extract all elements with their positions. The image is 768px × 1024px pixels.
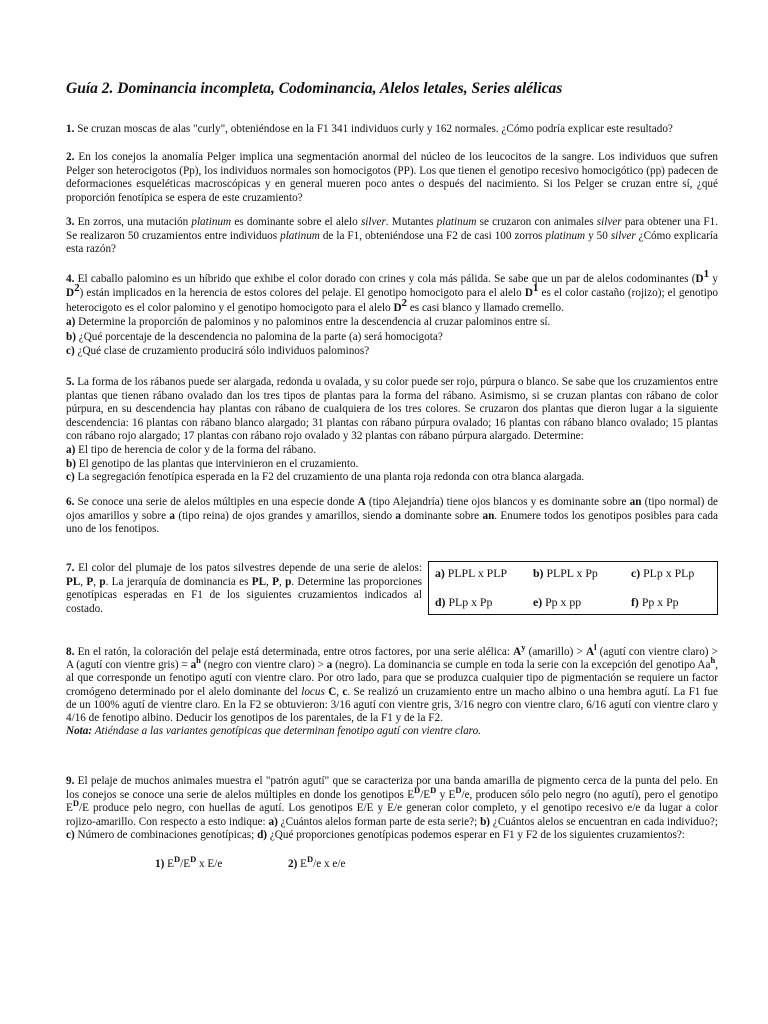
item-text: La segregación fenotípica esperada en la F2 del cruzamiento de una planta roja redonda con otra blanca alargada.	[74, 471, 585, 484]
item-label: b)	[66, 457, 76, 470]
cross-cell	[533, 566, 598, 581]
text-run: se cruzaron con animales	[476, 216, 597, 228]
text-run: . Determine las proporciones genotípicas esperadas en F1 de los siguientes cruzamientos indicados al costado.	[66, 575, 423, 615]
text-run: x E/e	[196, 858, 223, 870]
question-number: 2.	[66, 151, 75, 163]
question-number: 5.	[66, 376, 75, 388]
text-run: ,	[266, 575, 273, 588]
allele-symbol: A	[357, 496, 366, 508]
text-run: y	[709, 273, 718, 285]
question-number: 6.	[66, 496, 75, 508]
superscript: D	[72, 798, 79, 809]
italic-term: platinum	[191, 216, 232, 228]
question-2	[66, 151, 718, 205]
cross-cell	[631, 595, 679, 610]
text-run: (tipo normal) de ojos amarillos y sobre	[66, 496, 719, 522]
superscript: h	[710, 655, 716, 666]
text-run: El caballo palomino es un híbrido que exhibe el color dorado con crines y cola más pálida. Se sabe que un par de alelos codominantes (	[77, 273, 696, 285]
italic-term: platinum	[436, 216, 477, 228]
text-run: En el ratón, la coloración del pelaje está determinada, entre otros factores, por una serie alélica:	[77, 646, 514, 658]
allele-symbol: P	[86, 575, 94, 588]
item-text: Número de combinaciones genotípicas;	[74, 829, 258, 842]
question-8: 8. En el ratón, la coloración del pelaje está determinada, entre otros factores, por una serie alélica: $A^y$ (amarillo) > $A^l$ (agutí con vientre claro) > A (agutí con vientre gris) = $a^h$ (negro con vientre claro) > a (negro). La dominancia se cumple en toda la serie con la excepción del genotipo Aa$^h$, al que corresponde un fenotipo agutí con vientre claro. Por otro lado, para que se produzca cualquier tipo de pigmentación se requiere un factor cromógeno determinado por el alelo dominante del locus C, c. Se realizó un cruzamiento entre un macho albino o una hembra agutí. La F1 fue de un 100% agutí de vientre claro. En la F2 se obtuvieron: 3/16 agutí con vientre gris, 3/16 negro con vientre claro, 6/16 agutí con vientre claro y 4/16 de fenotipo albino. Deducir los genotipos de los parentales, de la F1 y de la F2. Nota: Atiéndase a las variantes genotípicas que determinan fenotipo agutí con vientre claro.	[66, 642, 719, 738]
allele-symbol: C	[328, 685, 337, 698]
text-run: de la F1, obteniéndose una F2 de casi 100 zorros	[319, 229, 546, 242]
text-run: . Mutantes	[385, 216, 437, 228]
allele-symbol: D	[524, 287, 533, 300]
allele-symbol: PL	[251, 575, 267, 588]
superscript: D	[455, 784, 462, 795]
allele-symbol: p	[99, 575, 106, 588]
text-run: ¿Cómo explicaría esta razón?	[66, 229, 719, 256]
text-run: El pelaje de muchos animales muestra el "patrón agutí" que se caracteriza por una banda amarilla de pigmento cerca de la punta del pelo. En los conejos se conoce una serie de alelos múltiples en donde los genotipos E	[66, 775, 719, 801]
cross-value: PLp x PLp	[643, 566, 695, 580]
text-run: . Se realizó un cruzamiento entre un macho albino o una hembra agutí. La F1 fue de un 100% agutí de vientre claro. En la F2 se obtuvieron: 3/16 agutí con vientre gris, 3/16 negro con vientre claro, 6/16 agutí con vientre claro y 4/16 de fenotipo albino. Deducir los genotipos de los parentales, de la F1 y de la F2.	[66, 685, 719, 725]
cross-label: 1)	[155, 858, 165, 870]
text-run: dominante sobre	[401, 509, 483, 522]
question-9	[66, 775, 718, 843]
superscript: y	[521, 642, 526, 652]
item-text: El tipo de herencia de color y de la forma del rábano.	[75, 443, 317, 456]
question-1	[66, 123, 718, 137]
italic-term: silver	[360, 216, 386, 228]
text-run: , al que corresponde un fenotipo agutí con vientre claro. Por otro lado, para que se produzca cualquier tipo de pigmentación se requiere un factor cromógeno determinado por el alelo dominante del	[66, 659, 718, 698]
allele-symbol: D	[695, 273, 704, 285]
item-text: ¿Cuántos alelos forman parte de esta serie?;	[277, 815, 481, 828]
text-run: ,	[80, 575, 87, 588]
cross-label: e)	[533, 595, 543, 609]
text-run: . La jerarquía de dominancia es	[105, 575, 252, 588]
cross-value: PLPL x PLP	[447, 566, 508, 580]
text-run: /e, producen sólo pelo negro (no agutí), pero el genotipo E	[66, 788, 718, 815]
italic-term: locus	[301, 685, 325, 698]
text-run: para obtener una F1. Se realizaron 50 cruzamientos entre individuos	[66, 216, 719, 242]
question-number: 3.	[66, 216, 75, 228]
item-label: c)	[66, 345, 75, 358]
text-run: En zorros, una mutación	[77, 216, 192, 228]
text-run: /E produce pelo negro, con huellas de agutí. Los genotipos E/E y E/e generan color completo, y el genotipo recesivo e/e da lugar a color rojizo-amarillo. Con respecto a esto indique:	[66, 802, 718, 828]
cross-cell	[435, 595, 492, 610]
item-text: ¿Qué clase de cruzamiento producirá sólo individuos palominos?	[74, 345, 370, 358]
question-text: Se cruzan moscas de alas "curly", obteniéndose en la F1 341 individuos curly y 162 normales. ¿Cómo podría explicar este resultado?	[77, 123, 673, 135]
superscript: D	[414, 784, 421, 795]
cross-label: d)	[435, 595, 446, 609]
superscript: D	[430, 784, 437, 795]
allele-symbol: c	[342, 685, 348, 698]
item-label: a)	[66, 443, 76, 456]
question-6	[66, 496, 718, 537]
cross-value: PLPL x Pp	[546, 566, 598, 580]
text-run: ,	[93, 575, 100, 588]
allele-symbol: D	[66, 287, 75, 300]
allele-symbol: D	[393, 301, 402, 314]
italic-term: platinum	[545, 229, 586, 242]
item-label: d)	[257, 829, 268, 842]
text-run: (negro). La dominancia se cumple en toda la serie con la excepción del genotipo Aa	[332, 659, 711, 672]
text-run: (agutí con vientre claro) > A (agutí con vientre gris) =	[66, 646, 718, 672]
cross-label: f)	[631, 595, 639, 609]
cross-label: a)	[435, 566, 445, 580]
question-text: En los conejos la anomalía Pelger implica una segmentación anormal del núcleo de los leucocitos de la sangre. Los individuos que sufren Pelger son heterocigotos (Pp), los individuos normales son homocigotos (PP). Los que tienen el genotipo recesivo homocigótico (pp) padecen de deformaciones esqueléticas macroscópicas y en general mueren poco antes o después del nacimiento. Si los Pelger se cruzan entre sí, ¿qué proporción fenotípica se espera de este cruzamiento?	[66, 151, 719, 204]
item-label: a)	[66, 316, 76, 329]
text-run: y E	[436, 788, 456, 801]
allele-symbol: a	[169, 509, 176, 522]
text-run: . Enumere todos los genotipos posibles para cada uno de los fenotipos.	[66, 509, 718, 536]
text-run: El color del plumaje de los patos silvestres depende de una serie de alelos:	[78, 562, 423, 574]
question-number: 7.	[66, 562, 75, 574]
cross-2	[288, 854, 346, 870]
allele-symbol: an	[629, 496, 642, 508]
cross-cell	[435, 566, 507, 581]
italic-term: platinum	[280, 229, 320, 242]
superscript: 1	[703, 268, 710, 280]
italic-term: silver	[610, 229, 636, 242]
text-run: /e x e/e	[313, 858, 346, 870]
text-run: ,	[278, 575, 286, 588]
question-number: 9.	[66, 775, 75, 787]
crosses-table	[428, 561, 718, 615]
text-run: y 50	[585, 229, 611, 242]
question-number: 1.	[66, 123, 75, 135]
superscript: D	[190, 854, 197, 864]
text-run: (tipo Alejandría) tiene ojos blancos y es dominante sobre	[365, 496, 630, 508]
text-run: /E	[180, 858, 191, 870]
text-run: /E	[420, 788, 431, 801]
cross-label: c)	[631, 566, 641, 580]
item-text: ¿Qué proporciones genotípicas podemos esperar en F1 y F2 de los siguientes cruzamientos?:	[267, 829, 685, 842]
note-label: Nota:	[66, 725, 93, 738]
text-run: es el color castaño (rojizo); el genotipo heterocigoto es el color palomino y el genotipo homocigoto para el alelo	[66, 287, 719, 314]
allele-symbol: A	[585, 646, 595, 658]
superscript: D	[306, 854, 314, 864]
superscript: 2	[401, 296, 408, 309]
allele-symbol: A	[513, 646, 522, 658]
question-text: La forma de los rábanos puede ser alargada, redonda u ovalada, y su color puede ser rojo, púrpura o blanco. Se sabe que los cruzamientos entre plantas que tienen rábano ovalado dan los tres tipos de plantas para la forma del rábano. Asimismo, si se cruzan plantas con rábano de color púrpura, en su descendencia hay plantas con rábano de cualquiera de los tres colores. Se cruzaron dos plantas que dieron lugar a la siguiente descendencia: 16 plantas con rábano blanco alargado; 31 plantas con rábano púrpura ovalado; 16 plantas con rábano blanco ovalado; 15 plantas con rábano rojo alargado; 17 plantas con rábano rojo ovalado y 32 plantas con rábano púrpura alargado. Determine:	[66, 376, 719, 443]
text-run: es dominante sobre el alelo	[231, 216, 361, 228]
item-text: ¿Cuántos alelos se encuentran en cada individuo?;	[490, 815, 719, 828]
text-run: E	[300, 858, 307, 870]
text-run: (negro con vientre claro) >	[200, 659, 327, 672]
question-3	[66, 216, 718, 257]
item-text: ¿Qué porcentaje de la descendencia no palomina de la parte (a) será homocigota?	[75, 330, 443, 343]
item-label: c)	[66, 471, 75, 484]
cross-value: PLp x Pp	[448, 595, 493, 609]
allele-symbol: a	[326, 659, 333, 672]
item-label: b)	[480, 815, 491, 828]
cross-cell	[631, 566, 694, 581]
cross-label: 2)	[288, 858, 298, 870]
text-run: es casi blanco y llamado cremello.	[407, 301, 564, 314]
allele-symbol: P	[272, 575, 279, 588]
superscript: D	[173, 854, 181, 864]
question-4	[66, 268, 719, 358]
page-title: Guía 2. Dominancia incompleta, Codominancia, Alelos letales, Series alélicas	[66, 80, 563, 97]
text-run: ) están implicados en la herencia de estos colores del pelaje. El genotipo homocigoto para el alelo	[79, 287, 525, 300]
item-label: c)	[66, 829, 75, 842]
item-label: a)	[268, 815, 278, 828]
question-number: 4.	[66, 273, 75, 285]
text-run: (tipo reina) de ojos grandes y amarillos, siendo	[175, 509, 396, 522]
allele-symbol: p	[285, 575, 292, 588]
text-run: Se conoce una serie de alelos múltiples en una especie donde	[77, 496, 358, 508]
allele-symbol: a	[190, 659, 197, 672]
superscript: h	[196, 655, 201, 666]
text-run: E	[167, 858, 174, 870]
allele-symbol: a	[395, 509, 402, 522]
superscript: 2	[74, 282, 80, 295]
item-label: b)	[66, 330, 76, 343]
superscript: l	[594, 642, 597, 652]
question-7	[66, 562, 422, 616]
item-text: Determine la proporción de palominos y no palominos entre la descendencia al cruzar palominos entre sí.	[75, 316, 551, 329]
allele-symbol: an	[482, 509, 495, 522]
cross-value: Pp x pp	[545, 595, 582, 609]
superscript: 1	[532, 282, 539, 295]
question-5	[66, 376, 718, 485]
text-run: (amarillo) >	[525, 646, 586, 658]
cross-1	[155, 854, 223, 870]
question-number: 8.	[66, 646, 75, 658]
item-text: El genotipo de las plantas que intervinieron en el cruzamiento.	[75, 457, 359, 470]
cross-value: Pp x Pp	[641, 595, 679, 609]
note-text: Atiéndase a las variantes genotípicas que determinan fenotipo agutí con vientre claro.	[92, 725, 482, 738]
cross-label: b)	[533, 566, 544, 580]
cross-cell	[533, 595, 581, 610]
allele-symbol: PL	[66, 575, 81, 588]
italic-term: silver	[596, 216, 622, 228]
